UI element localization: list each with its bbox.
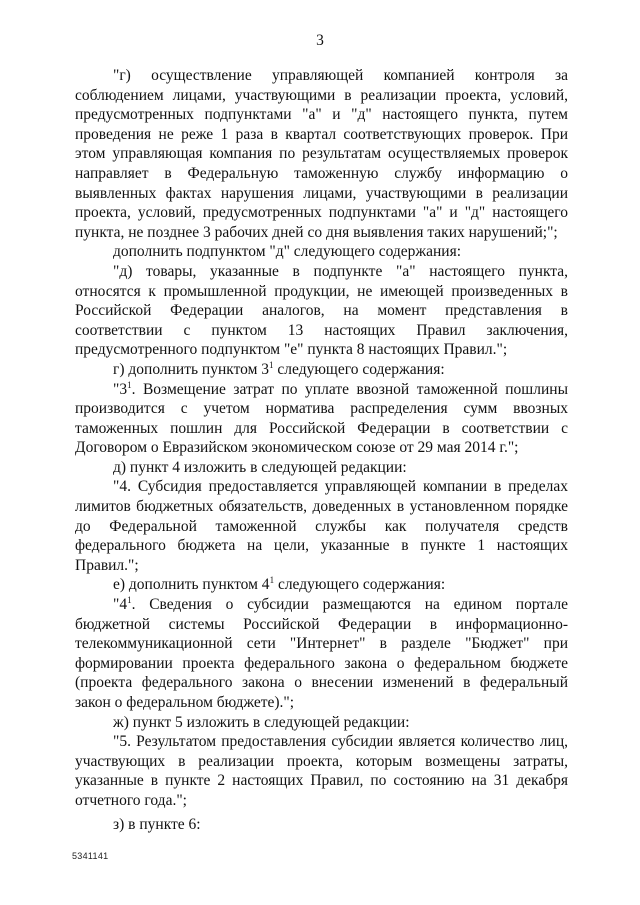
superscript: 1 bbox=[127, 379, 132, 390]
paragraph-text: следующего содержания: bbox=[274, 576, 446, 594]
superscript: 1 bbox=[269, 575, 275, 586]
paragraph-subitem-g-control: "г) осуществление управляющей компанией контроля за соблюдением лицами, участвующими в реализации проекта, условий, предусмотренных подпунктами "а" и "д" настоящего пункта, путем проведения не реже 1 раза в квартал соответствующих проверок. При этом управляющая компания по результатам осуществляемых проверок направляет в Федеральную таможенную службу информацию о выявленных фактах нарушения лицами, участвующими в реализации проекта, условий, предусмотренных подпунктами "а" и "д" настоящего пункта, не позднее 3 рабочих дней со дня выявления таких нарушений;"; bbox=[75, 67, 568, 241]
paragraph-add-item-3-1 bbox=[75, 360, 568, 380]
paragraph-item-5-edit: ж) пункт 5 изложить в следующей редакции: bbox=[113, 713, 410, 731]
document-body bbox=[75, 66, 568, 834]
paragraph-text: . Сведения о субсидии размещаются на едином портале бюджетной системы Российской Федерации в информационно-телекоммуникационной сети "Интернет" в разделе "Бюджет" при формировании проекта федерального закона о федеральном бюджете (проекта федерального закона о внесении изменений в федеральный закон о федеральном бюджете)."; bbox=[75, 596, 568, 711]
paragraph-item-3-1-text bbox=[75, 380, 568, 458]
paragraph-text: следующего содержания: bbox=[273, 360, 445, 378]
document-code: 5341141 bbox=[72, 851, 109, 861]
page-number: 3 bbox=[316, 32, 324, 49]
paragraph-subitem-d-goods: "д) товары, указанные в подпункте "а" настоящего пункта, относятся к промышленной продукции, не имеющей произведенных в Российской Федерации аналогов, на момент представления в соответствии с пунктом 13 настоящих Правил заключения, предусмотренного подпунктом "е" пункта 8 настоящих Правил."; bbox=[75, 262, 568, 359]
paragraph-text: . Возмещение затрат по уплате ввозной таможенной пошлины производится с учетом норматива распределения сумм ввозных таможенных пошлин для Российской Федерации в соответствии с Договором о Евразийском экономическом союзе от 29 мая 2014 г."; bbox=[75, 380, 568, 457]
paragraph-item-4-1-text bbox=[75, 595, 568, 713]
paragraph-item-4-text: "4. Субсидия предоставляется управляющей компании в пределах лимитов бюджетных обязательств, доведенных в установленном порядке до Федеральной таможенной службы как получателя средств федерального бюджета на цели, указанные в пункте 1 настоящих Правил."; bbox=[75, 478, 568, 574]
superscript: 1 bbox=[127, 595, 132, 606]
paragraph-text: "4 bbox=[113, 596, 128, 614]
paragraph-item-5-text: "5. Результатом предоставления субсидии является количество лиц, участвующих в реализации проекта, которым возмещены затраты, указанные в пункте 2 настоящих Правил, по состоянию на 31 декабря отчетного года."; bbox=[75, 733, 568, 809]
paragraph-item-6-intro: з) в пункте 6: bbox=[113, 815, 201, 833]
superscript: 1 bbox=[269, 359, 274, 370]
paragraph-text: "3 bbox=[113, 380, 128, 398]
paragraph-text: г) дополнить пунктом 3 bbox=[113, 360, 270, 378]
paragraph-add-subitem-d: дополнить подпунктом "д" следующего содержания: bbox=[113, 243, 462, 261]
paragraph-text: е) дополнить пунктом 4 bbox=[113, 576, 270, 594]
paragraph-item-4-edit: д) пункт 4 изложить в следующей редакции: bbox=[113, 458, 407, 476]
paragraph-add-item-4-1 bbox=[75, 575, 568, 595]
